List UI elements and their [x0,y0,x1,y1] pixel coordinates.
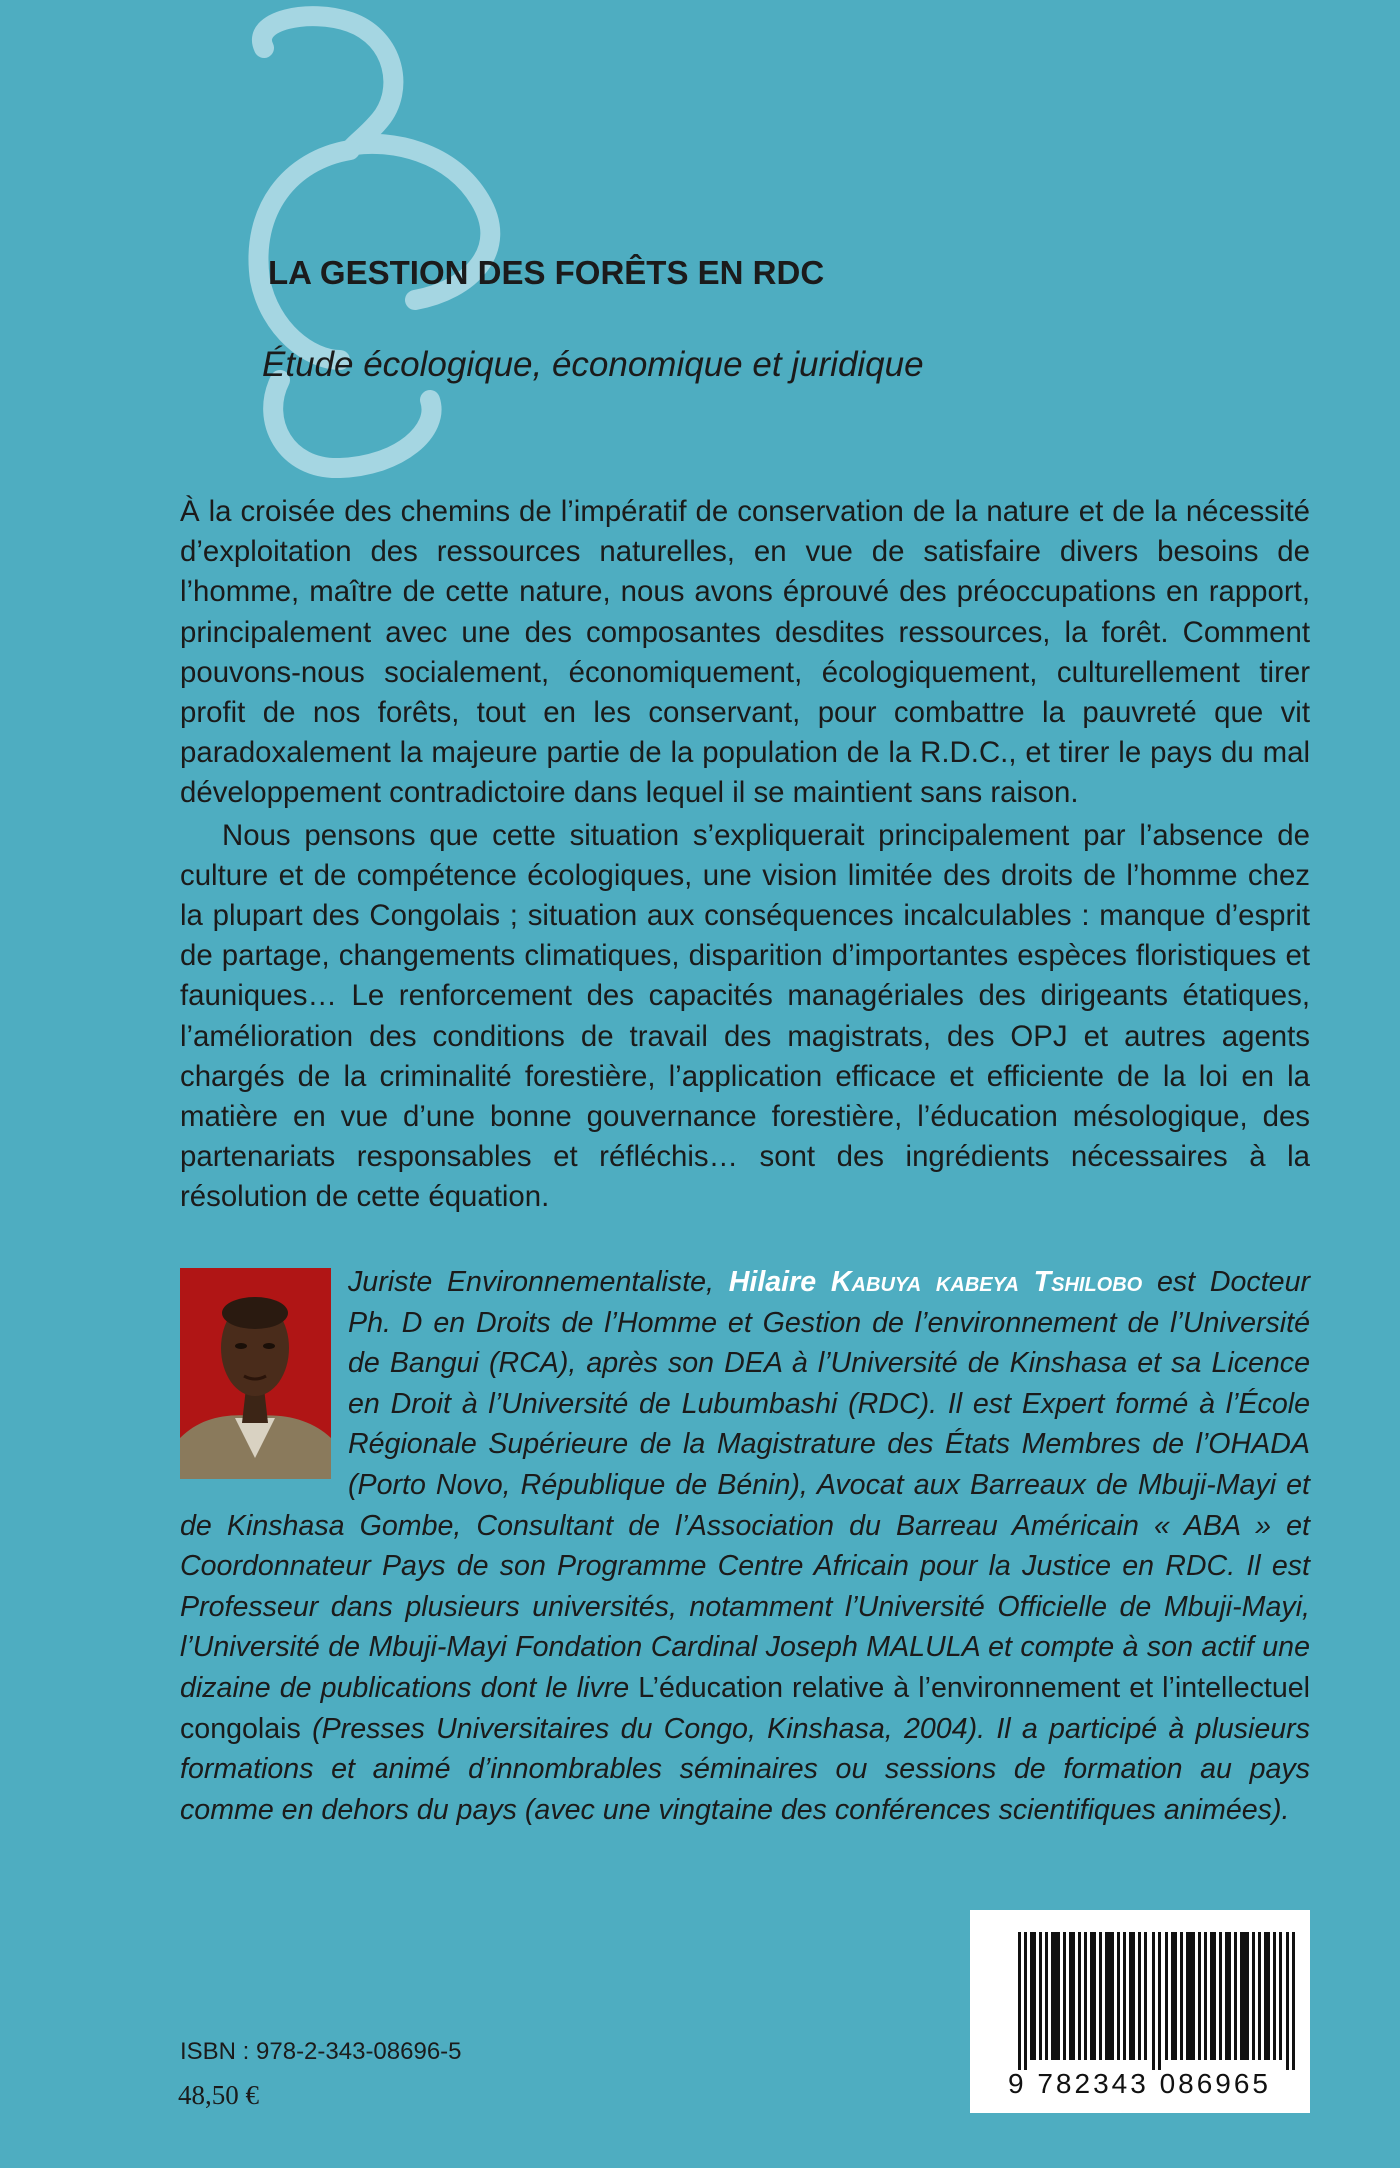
referenced-book-title: L’éducation relative à l’environnement et l’intellectuel congolais [180,1671,1310,1745]
book-title: LA GESTION DES FORÊTS EN RDC [268,254,825,291]
bio-intro: Juriste Environnementaliste, [348,1266,729,1298]
barcode-number: 9 782343 086965 [1008,2068,1271,2099]
bio-text-end: (Presses Universitaires du Congo, Kinshasa, 2004). Il a participé à plusieurs formations et animé d’innombrables séminaires ou sessions de formation au pays comme en dehors du pays (avec une vingtaine des conférences scientifiques animées). [180,1712,1310,1826]
author-bio [180,1262,1310,1830]
barcode [970,1910,1310,2113]
barcode-icon [1018,1932,1298,2070]
summary-paragraph: Nous pensons que cette situation s’expliquerait principalement par l’absence de culture et de compétence écologiques, une vision limitée des droits de l’homme chez la plupart des Congolais ; situation aux conséquences incalculables : manque d’esprit de partage, changements climatiques, disparition d’importantes espèces floristiques et fauniques… Le renforcement des capacités managériales des dirigeants étatiques, l’amélioration des conditions de travail des magistrats, des OPJ et autres agents chargés de la criminalité forestière, l’application efficace et efficiente de la loi en la matière en vue d’une bonne gouvernance forestière, l’éducation mésologique, des partenariats responsables et réfléchis… sont des ingrédients nécessaires à la résolution de cette équation. [180,818,1310,1214]
summary-text [180,492,1310,1218]
photo-spacer [180,1262,336,1490]
book-subtitle: Étude écologique, économique et juridique [262,345,924,384]
author-name [729,1266,1143,1298]
author-last-names: Kabuya kabeya Tshilobo [830,1266,1143,1298]
bio-text: est Docteur Ph. D en Droits de l’Homme et Gestion de l’environnement de l’Université de Bangui (RCA), après son DEA à l’Université de Kinshasa et sa Licence en Droit à l’Université de Lubumbashi (RDC). Il est Expert formé à l’École Régionale Supérieure de la Magistrature des États Membres de l’OHADA (Porto Novo, République de Bénin), Avocat aux Barreaux de Mbuji-Mayi et de Kinshasa Gombe, Consultant de l’Association du Barreau Américain « ABA » et Coordonnateur Pays de son Programme Centre Africain pour la Justice en RDC. Il est Professeur dans plusieurs universités, notamment l’Université Officielle de Mbuji-Mayi, l’Université de Mbuji-Mayi Fondation Cardinal Joseph MALULA et compte à son actif une dizaine de publications dont le livre [180,1266,1310,1704]
summary-paragraph: À la croisée des chemins de l’impératif de conservation de la nature et de la nécessité d’exploitation des ressources naturelles, en vue de satisfaire divers besoins de l’homme, maître de cette nature, nous avons éprouvé des préoccupations en rapport, principalement avec une des composantes desdites ressources, la forêt. Comment pouvons-nous socialement, économiquement, écologiquement, culturellement tirer profit de nos forêts, tout en les conservant, pour combattre la pauvreté que vit paradoxalement la majeure partie de la population de la R.D.C., et tirer le pays du mal développement contradictoire dans lequel il se maintient sans raison. [180,495,1310,810]
price: 48,50 € [178,2080,259,2110]
author-first-name: Hilaire [728,1266,831,1298]
isbn: ISBN : 978-2-343-08696-5 [180,2038,462,2065]
